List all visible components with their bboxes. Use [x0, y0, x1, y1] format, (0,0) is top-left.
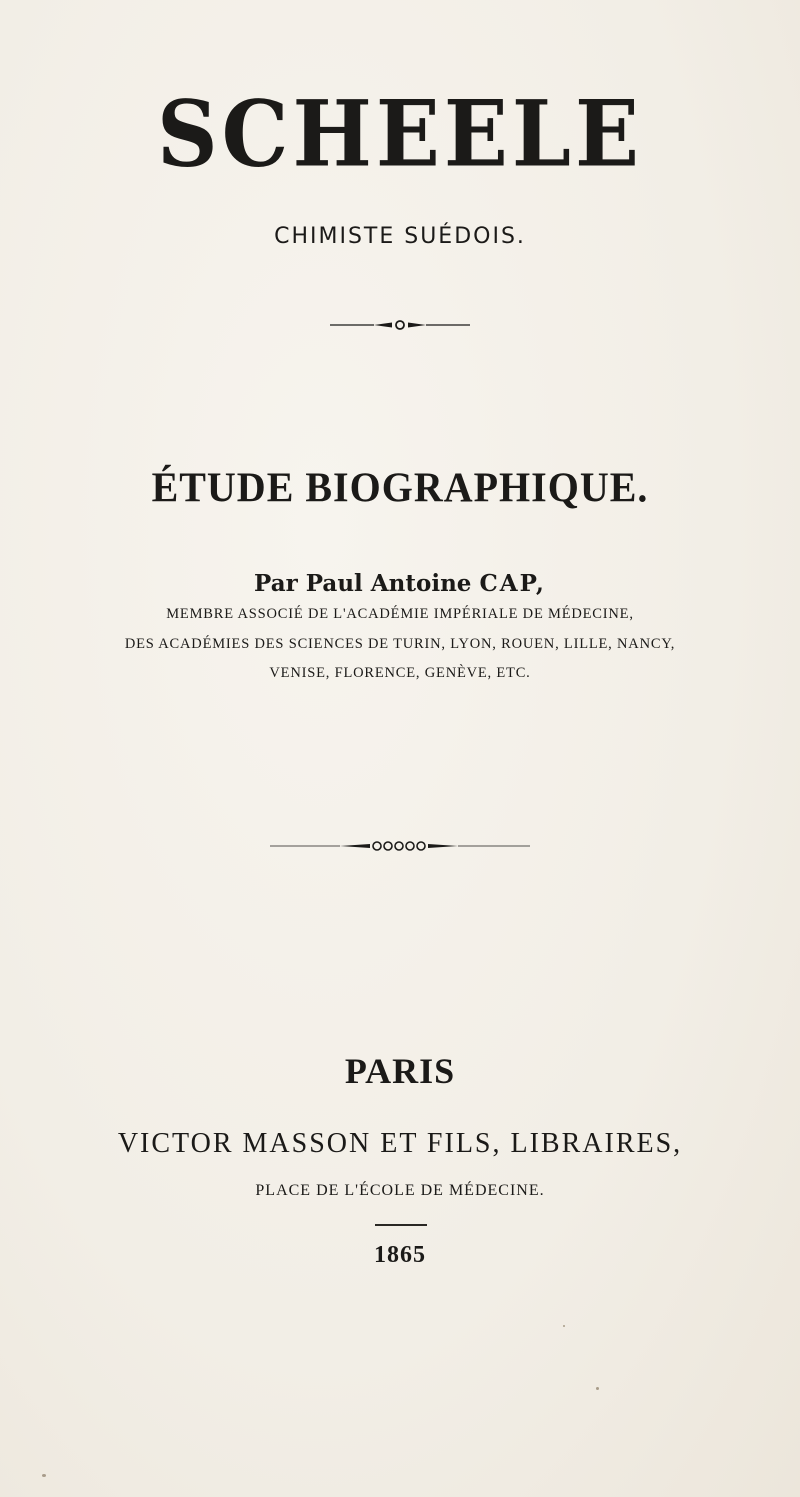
paper-speck: [42, 1474, 46, 1477]
book-title: SCHEELE: [156, 80, 644, 187]
book-subtitle: CHIMISTE SUÉDOIS.: [274, 224, 526, 249]
imprint-publisher: VICTOR MASSON ET FILS, LIBRAIRES,: [117, 1128, 683, 1159]
imprint-year: 1865: [374, 1242, 426, 1268]
imprint-address: PLACE DE L'ÉCOLE DE MÉDECINE.: [255, 1182, 545, 1199]
affiliation-line: VENISE, FLORENCE, GENÈVE, ETC.: [269, 665, 531, 681]
affiliation-line: MEMBRE ASSOCIÉ DE L'ACADÉMIE IMPÉRIALE DE MÉDECINE,: [166, 606, 634, 622]
short-divider: [375, 1224, 427, 1226]
author-line: [0, 570, 800, 597]
paper-speck: [563, 1325, 565, 1327]
ornamental-rule-icon: [330, 318, 470, 332]
imprint-city: PARIS: [344, 1051, 456, 1091]
paper-speck: [596, 1387, 599, 1390]
work-type-heading: ÉTUDE BIOGRAPHIQUE.: [151, 463, 649, 512]
affiliation-line: DES ACADÉMIES DES SCIENCES DE TURIN, LYON, ROUEN, LILLE, NANCY,: [124, 636, 676, 652]
ornamental-chain-rule-icon: [270, 839, 530, 853]
author-name: Par Paul Antoine: [254, 570, 472, 597]
author-surname: CAP,: [479, 570, 546, 597]
